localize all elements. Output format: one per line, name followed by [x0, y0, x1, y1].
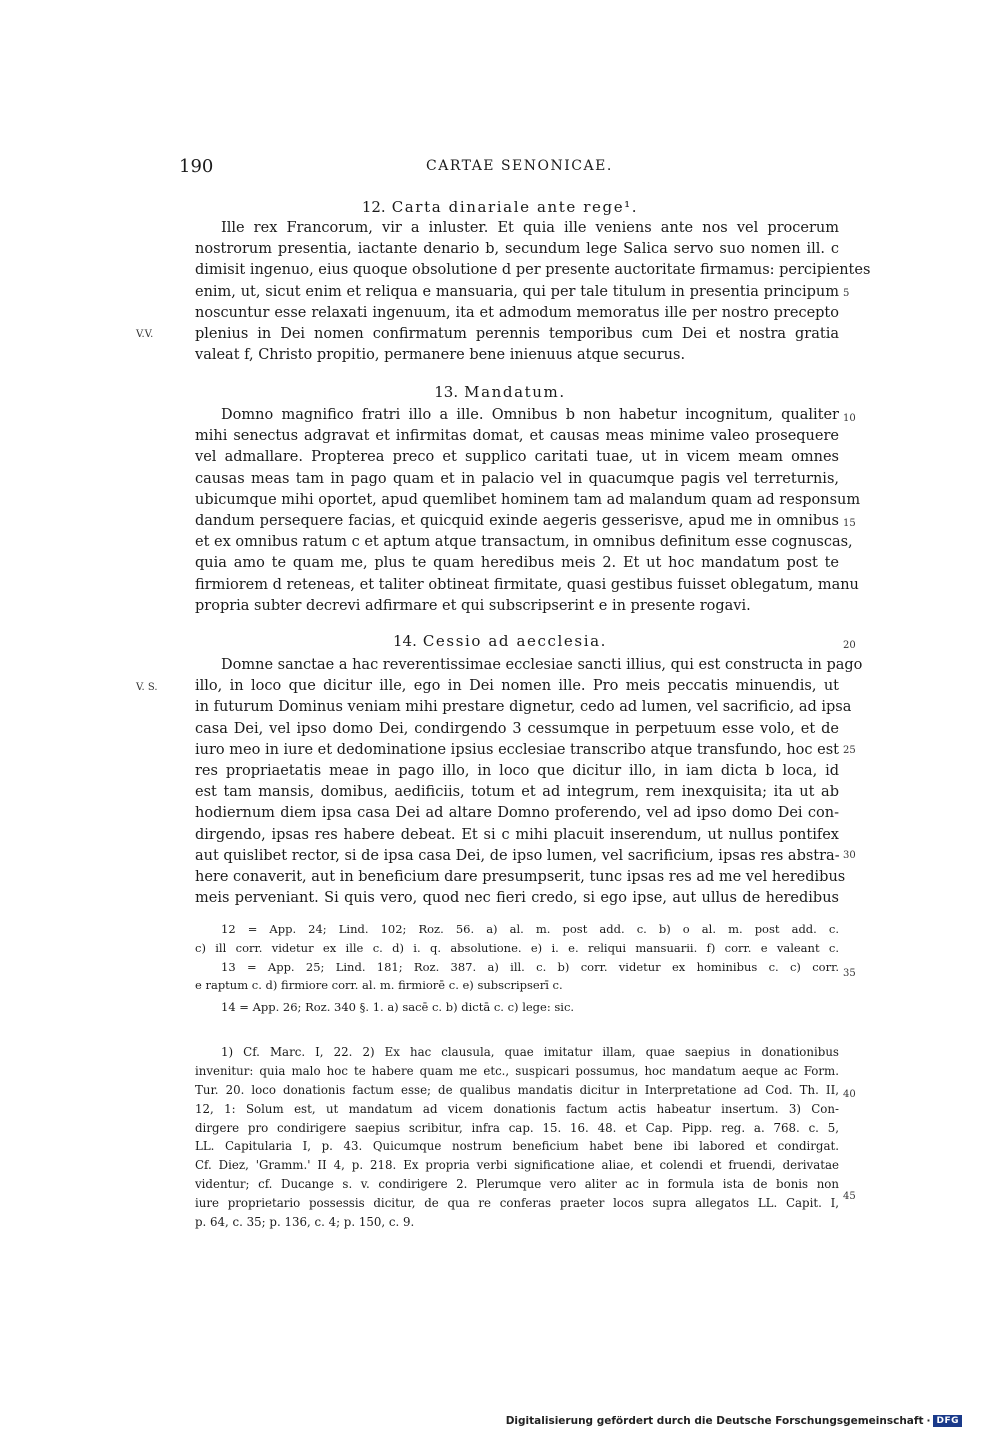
section-title: Mandatum.: [464, 383, 566, 401]
credit-text: Digitalisierung gefördert durch die Deutsche Forschungsgemeinschaft: [505, 1415, 924, 1427]
text-line: enim, ut, sicut enim et reliqua e mansuaria, qui per tale titulum in presentia principum: [195, 283, 839, 300]
text-line: illo, in loco que dicitur ille, ego in Dei nomen ille. Pro meis peccatis minuendis, ut: [195, 678, 839, 695]
text-line: casa Dei, vel ipso domo Dei, condirgendo 3 cessumque in perpetuum esse volo, et de: [195, 720, 839, 737]
line-number: 10: [843, 413, 856, 424]
text-line: here conaverit, aut in beneficium dare presumpserit, tunc ipsas res ad me vel heredibus: [195, 868, 846, 885]
critical-apparatus: [195, 920, 839, 1017]
section-heading-13: [0, 383, 1000, 401]
text-line: noscuntur esse relaxati ingenuum, ita et admodum memoratus ille per nostro precepto: [195, 304, 839, 321]
page-number: 190: [179, 156, 214, 177]
section-number: 12.: [361, 198, 386, 216]
footnote-line: iure proprietario possessis dicitur, de qua re conferas praeter locos supra allegatos LL. Capit. I,: [195, 1196, 839, 1211]
text-line: et ex omnibus ratum c et aptum atque transactum, in omnibus definitum esse cognuscas,: [195, 534, 853, 551]
footnote-line: Cf. Diez, 'Gramm.' II 4, p. 218. Ex propria verbi significatione aliae, et colendi et fruendi, derivatae: [195, 1158, 839, 1173]
running-title: CARTAE SENONICAE.: [426, 158, 613, 174]
footnote-line: p. 64, c. 35; p. 136, c. 4; p. 150, c. 9.: [195, 1215, 415, 1230]
text-line: causas meas tam in pago quam et in palacio vel in quacumque pagis vel terreturnis,: [195, 470, 839, 487]
text-line: Domne sanctae a hac reverentissimae ecclesiae sancti illius, qui est constructa in pago: [221, 657, 863, 673]
text-line: Domno magnifico fratri illo a ille. Omnibus b non habetur incognitum, qualiter: [221, 407, 839, 423]
digitization-credit: [506, 1415, 962, 1427]
line-number: 30: [843, 850, 856, 861]
section-heading-12: [0, 198, 1000, 216]
text-line: firmiorem d reteneas, et taliter obtineat firmitate, quasi gestibus fuisset oblegatum, manu: [195, 576, 859, 593]
text-line: dirgendo, ipsas res habere debeat. Et si c mihi placuit inserendum, ut nullus pontifex: [195, 826, 839, 843]
line-number: 5: [843, 288, 850, 299]
footnote-line: LL. Capitularia I, p. 43. Quicumque nostrum beneficium habet bene ibi labored et condirgat.: [195, 1139, 839, 1154]
line-number: 20: [843, 640, 856, 651]
line-number: 25: [843, 745, 856, 756]
text-line: nostrorum presentia, iactante denario b, secundum lege Salica servo suo nomen ill. c: [195, 241, 839, 258]
section-body-12: [195, 218, 871, 366]
footnote-line: 1) Cf. Marc. I, 22. 2) Ex hac clausula, quae imitatur illam, quae saepius in donationibus: [221, 1045, 839, 1059]
section-number: 14.: [392, 632, 417, 650]
apparatus-line: 13 = App. 25; Lind. 181; Roz. 387. a) ill. c. b) corr. videtur ex hominibus c. c) corr.: [221, 959, 839, 974]
text-line: est tam mansis, domibus, aedificiis, totum et ad integrum, rem inexquisita; ita ut ab: [195, 784, 839, 801]
dfg-logo: DFG: [933, 1415, 962, 1427]
section-number: 13.: [434, 383, 459, 401]
line-number: 40: [843, 1089, 856, 1100]
apparatus-line: c) ill corr. videtur ex ille c. d) i. q. absolutione. e) i. e. reliqui mansuarii. f) corr. e valeant c.: [195, 940, 839, 955]
text-line: hodiernum diem ipsa casa Dei ad altare Domno proferendo, vel ad ipso domo Dei con-: [195, 805, 839, 822]
text-line: vel admallare. Propterea preco et supplico caritati tuae, ut in vicem meam omnes: [195, 449, 839, 466]
text-line: propria subter decrevi adfirmare et qui subscripserint e in presente rogavi.: [195, 597, 751, 614]
text-line: dandum persequere facias, et quicquid exinde aegeris gesserisve, apud me in omnibus: [195, 512, 839, 529]
footnote-line: videntur; cf. Ducange s. v. condirigere 2. Plerumque vero aliter ac in formula ista de bonis non: [195, 1177, 839, 1192]
section-title: Carta dinariale ante rege¹.: [391, 198, 639, 216]
footnote-line: dirgere pro condirigere saepius scribitur, infra cap. 15. 16. 48. et Cap. Pipp. reg. a. 768. c. 5,: [195, 1120, 839, 1135]
line-number: 15: [843, 518, 856, 529]
text-line: valeat f, Christo propitio, permanere bene inienuus atque securus.: [195, 347, 686, 364]
text-line: Ille rex Francorum, vir a inluster. Et quia ille veniens ante nos vel procerum: [221, 220, 839, 236]
text-line: dimisit ingenuo, eius quoque obsolutione d per presente auctoritate firmamus: percipientes: [195, 262, 871, 279]
text-line: iuro meo in iure et dedominatione ipsius ecclesiae transcribo atque transfundo, hoc est: [195, 741, 839, 758]
margin-note: V.V.: [136, 329, 154, 340]
text-line: mihi senectus adgravat et infirmitas domat, et causas meas minime valeo prosequere: [195, 428, 839, 445]
margin-note: V. S.: [136, 682, 158, 693]
text-line: in futurum Dominus veniam mihi prestare dignetur, cedo ad lumen, vel sacrificio, ad ipsa: [195, 699, 852, 716]
text-line: quia amo te quam me, plus te quam heredibus meis 2. Et ut hoc mandatum post te: [195, 555, 839, 572]
text-line: aut quislibet rector, si de ipsa casa Dei, de ipso lumen, vel sacrificium, ipsas res abstra-: [195, 847, 840, 864]
section-title: Cessio ad aecclesia.: [422, 632, 608, 650]
apparatus-line: 12 = App. 24; Lind. 102; Roz. 56. a) al. m. post add. c. b) o al. m. post add. c.: [221, 922, 839, 936]
footnote-line: 12, 1: Solum est, ut mandatum ad vicem donationis factum actis habeatur insertum. 3) Con-: [195, 1101, 839, 1116]
text-line: ubicumque mihi oportet, apud quemlibet hominem tam ad malandum quam ad responsum: [195, 491, 861, 508]
line-number: 45: [843, 1191, 856, 1202]
footnotes: [195, 1043, 839, 1232]
text-line: plenius in Dei nomen confirmatum perennis temporibus cum Dei et nostra gratia: [195, 325, 839, 342]
apparatus-line: e raptum c. d) firmiore corr. al. m. firmiorē c. e) subscripserī c.: [195, 978, 563, 993]
text-line: res propriaetatis meae in pago illo, in loco que dicitur illo, in iam dicta b loca, id: [195, 762, 839, 779]
line-number: 35: [843, 968, 856, 979]
text-line: meis perveniant. Si quis vero, quod nec fieri credo, si ego ipse, aut ullus de heredibus: [195, 890, 839, 907]
footnote-line: Tur. 20. loco donationis factum esse; de qualibus mandatis dicitur in Interpretatione ad Cod. Th. II,: [195, 1082, 839, 1097]
footnote-line: invenitur: quia malo hoc te habere quam me etc., suspicari possumus, hoc mandatum aeque ac Form.: [195, 1063, 839, 1078]
apparatus-line: 14 = App. 26; Roz. 340 §. 1. a) sacē c. b) dictā c. c) lege: sic.: [221, 1000, 575, 1015]
credit-separator: ·: [926, 1415, 931, 1427]
